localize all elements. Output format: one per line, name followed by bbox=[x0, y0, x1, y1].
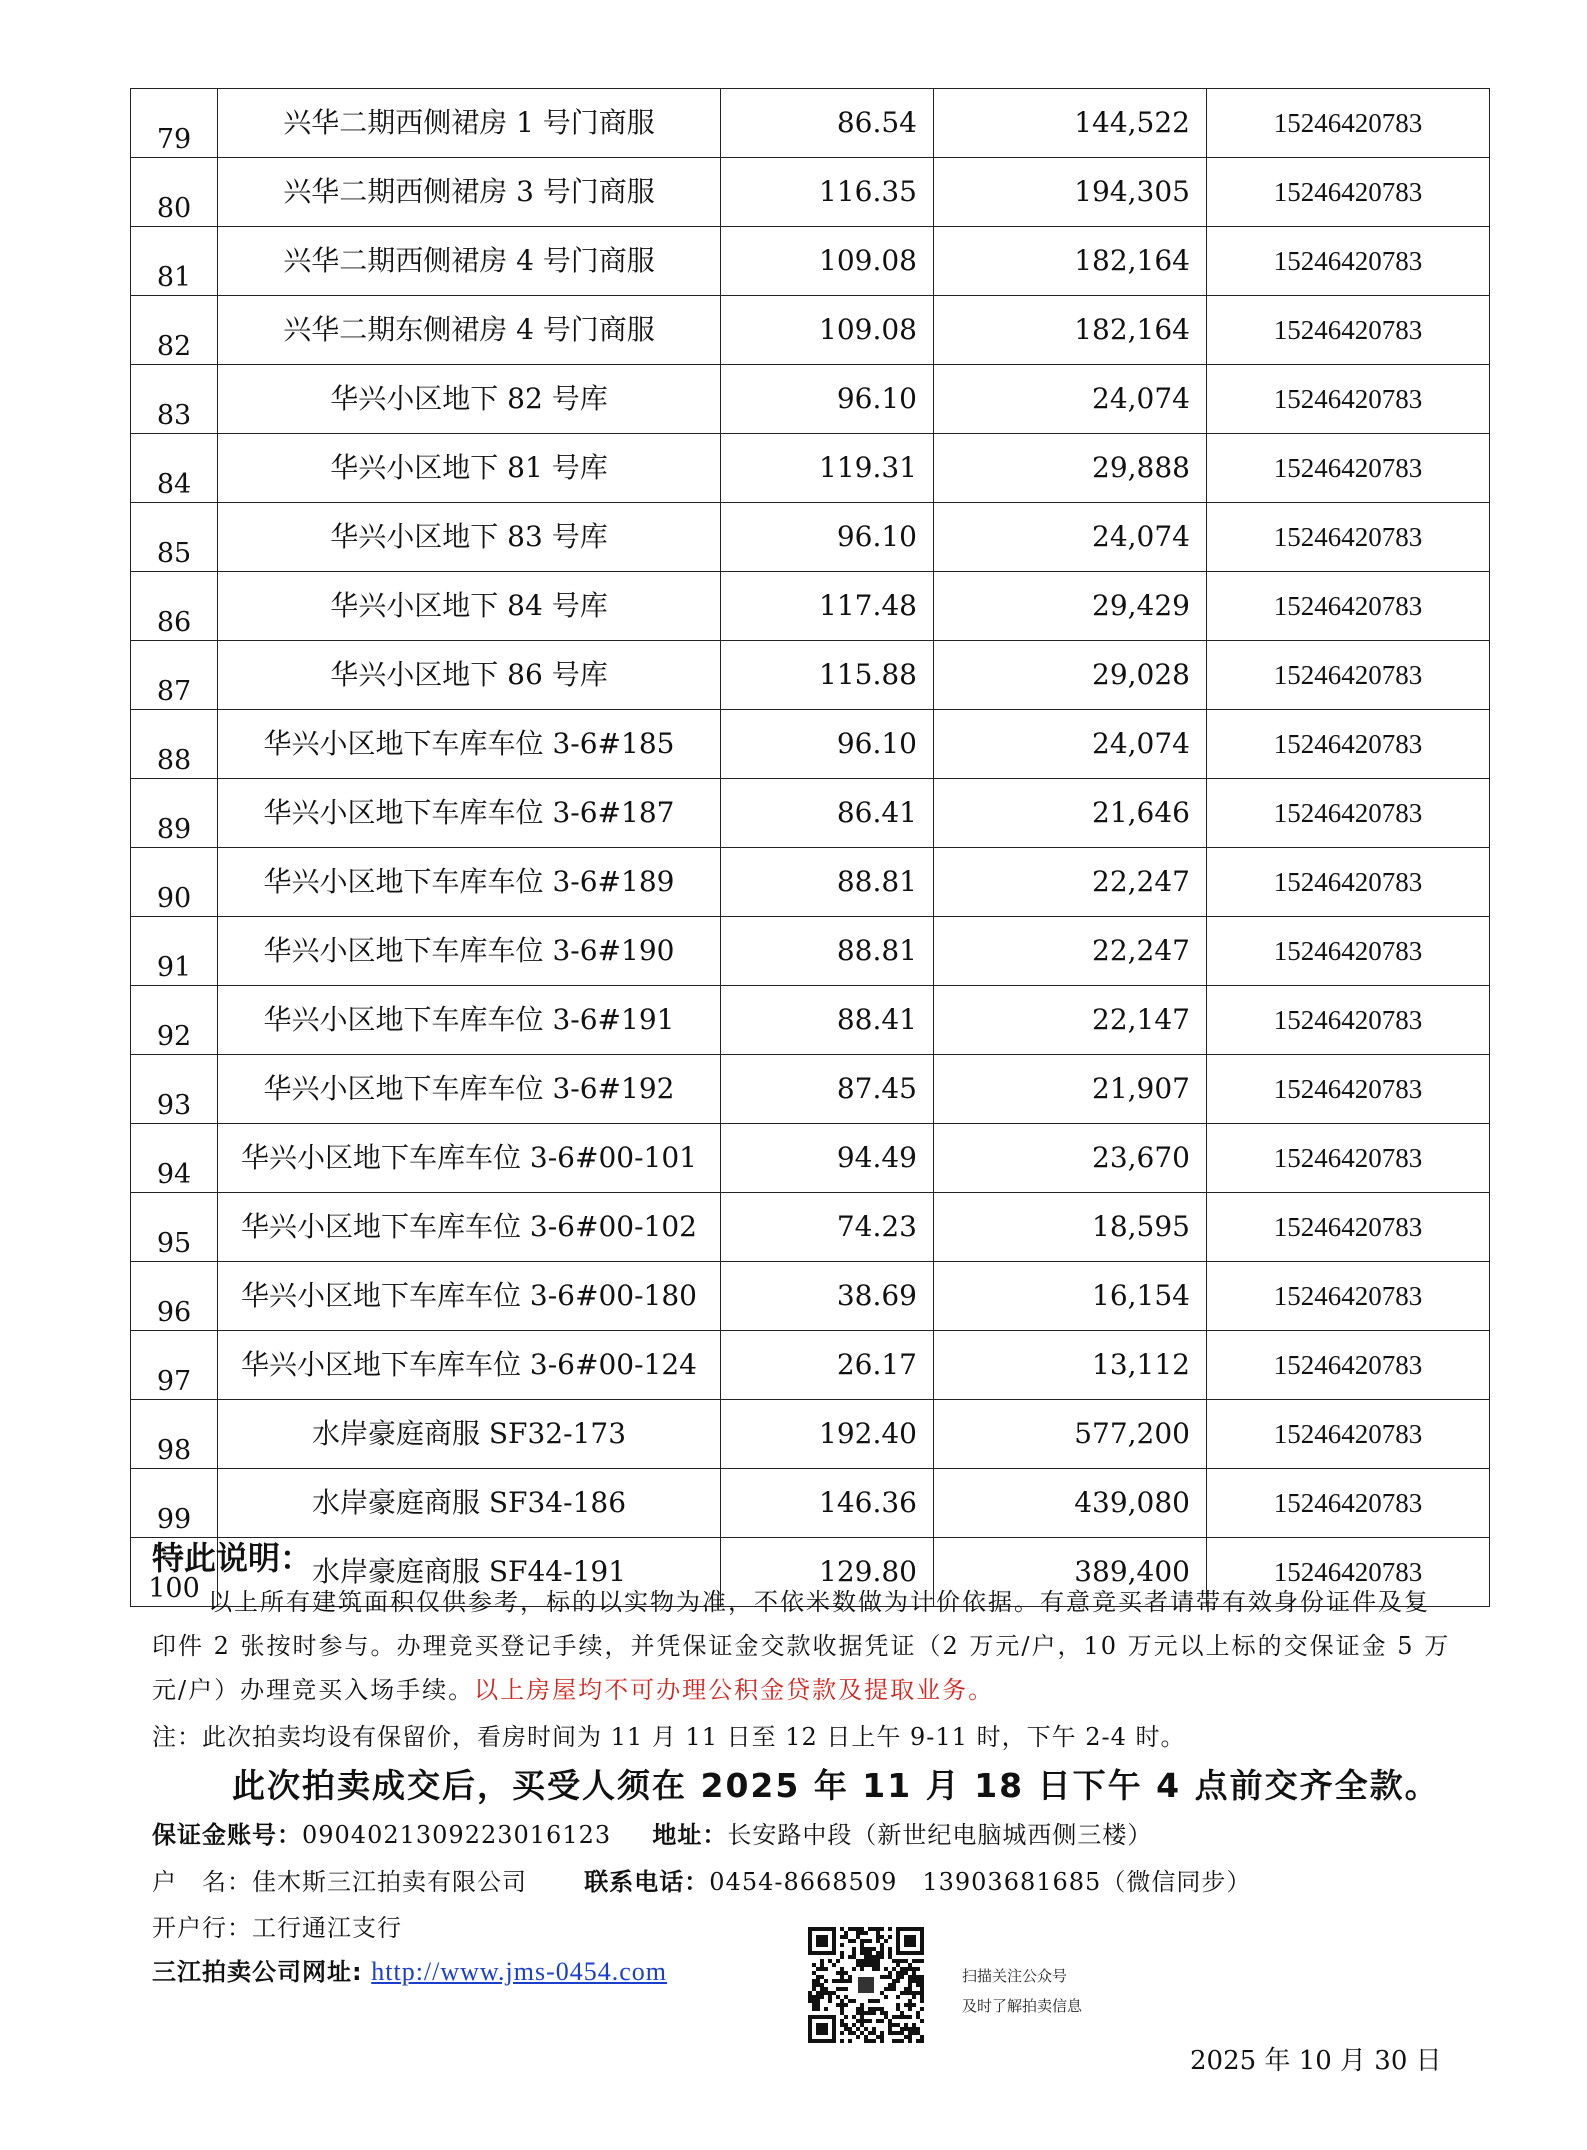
table-row bbox=[131, 296, 1490, 365]
item-name: 兴华二期西侧裙房 3 号门商服 bbox=[218, 158, 721, 227]
item-price: 18,595 bbox=[934, 1193, 1207, 1262]
address-label: 地址： bbox=[652, 1821, 728, 1849]
item-price: 194,305 bbox=[934, 158, 1207, 227]
row-number: 91 bbox=[131, 917, 218, 986]
account-number: 0904021309223016123 bbox=[302, 1821, 612, 1849]
contact-phone: 15246420783 bbox=[1207, 917, 1490, 986]
row-number: 90 bbox=[131, 848, 218, 917]
qr-caption-1: 扫描关注公众号 bbox=[962, 1967, 1068, 1985]
item-area: 116.35 bbox=[721, 158, 934, 227]
contact-phone: 15246420783 bbox=[1207, 503, 1490, 572]
item-area: 96.10 bbox=[721, 365, 934, 434]
row-number: 88 bbox=[131, 710, 218, 779]
item-name: 华兴小区地下车库车位 3-6#00-180 bbox=[218, 1262, 721, 1331]
item-area: 86.41 bbox=[721, 779, 934, 848]
item-area: 109.08 bbox=[721, 227, 934, 296]
table-row bbox=[131, 779, 1490, 848]
table-row bbox=[131, 1400, 1490, 1469]
row-number: 82 bbox=[131, 296, 218, 365]
item-price: 22,147 bbox=[934, 986, 1207, 1055]
table-row bbox=[131, 986, 1490, 1055]
item-name: 华兴小区地下车库车位 3-6#192 bbox=[218, 1055, 721, 1124]
item-area: 87.45 bbox=[721, 1055, 934, 1124]
account-label: 保证金账号： bbox=[152, 1821, 302, 1849]
item-name: 华兴小区地下车库车位 3-6#190 bbox=[218, 917, 721, 986]
item-name: 华兴小区地下车库车位 3-6#00-124 bbox=[218, 1331, 721, 1400]
contact-phone: 15246420783 bbox=[1207, 848, 1490, 917]
contact-phone: 15246420783 bbox=[1207, 227, 1490, 296]
item-price: 23,670 bbox=[934, 1124, 1207, 1193]
item-name: 华兴小区地下车库车位 3-6#185 bbox=[218, 710, 721, 779]
item-price: 21,907 bbox=[934, 1055, 1207, 1124]
contact-phone: 15246420783 bbox=[1207, 1400, 1490, 1469]
row-number: 95 bbox=[131, 1193, 218, 1262]
viewing-time-note: 注：此次拍卖均设有保留价，看房时间为 11 月 11 日至 12 日上午 9-11 时，下午 2-4 时。 bbox=[152, 1723, 1186, 1751]
item-name: 兴华二期西侧裙房 4 号门商服 bbox=[218, 227, 721, 296]
table-row bbox=[131, 227, 1490, 296]
row-number: 81 bbox=[131, 227, 218, 296]
contact-phone: 15246420783 bbox=[1207, 296, 1490, 365]
website-line bbox=[152, 1952, 667, 1987]
item-price: 22,247 bbox=[934, 848, 1207, 917]
item-name: 水岸豪庭商服 SF44-191 bbox=[218, 1538, 721, 1607]
item-name: 兴华二期东侧裙房 4 号门商服 bbox=[218, 296, 721, 365]
contact-phone: 15246420783 bbox=[1207, 1262, 1490, 1331]
contact-phone: 15246420783 bbox=[1207, 1193, 1490, 1262]
row-number: 98 bbox=[131, 1400, 218, 1469]
item-price: 22,247 bbox=[934, 917, 1207, 986]
account-line bbox=[152, 1815, 1152, 1850]
row-number: 96 bbox=[131, 1262, 218, 1331]
item-area: 88.81 bbox=[721, 917, 934, 986]
phone-value: 0454-8668509 13903681685（微信同步） bbox=[709, 1868, 1252, 1896]
table-row bbox=[131, 434, 1490, 503]
table-row bbox=[131, 365, 1490, 434]
notes-paragraph bbox=[152, 1580, 1452, 1712]
notes-title: 特此说明： bbox=[152, 1539, 313, 1577]
table-row bbox=[131, 917, 1490, 986]
row-number: 79 bbox=[131, 89, 218, 158]
row-number: 89 bbox=[131, 779, 218, 848]
contact-phone: 15246420783 bbox=[1207, 779, 1490, 848]
table-row bbox=[131, 1262, 1490, 1331]
item-name: 华兴小区地下 83 号库 bbox=[218, 503, 721, 572]
item-area: 115.88 bbox=[721, 641, 934, 710]
contact-phone: 15246420783 bbox=[1207, 158, 1490, 227]
auction-items-table bbox=[130, 88, 1490, 1607]
item-name: 华兴小区地下 84 号库 bbox=[218, 572, 721, 641]
row-number: 92 bbox=[131, 986, 218, 1055]
table-row bbox=[131, 848, 1490, 917]
website-label: 三江拍卖公司网址: bbox=[152, 1958, 363, 1986]
item-name: 华兴小区地下车库车位 3-6#00-102 bbox=[218, 1193, 721, 1262]
table-row bbox=[131, 503, 1490, 572]
table-row bbox=[131, 1124, 1490, 1193]
item-price: 439,080 bbox=[934, 1469, 1207, 1538]
row-number: 100 bbox=[131, 1538, 218, 1607]
item-area: 119.31 bbox=[721, 434, 934, 503]
item-area: 96.10 bbox=[721, 503, 934, 572]
item-name: 水岸豪庭商服 SF34-186 bbox=[218, 1469, 721, 1538]
row-number: 83 bbox=[131, 365, 218, 434]
contact-phone: 15246420783 bbox=[1207, 710, 1490, 779]
item-price: 16,154 bbox=[934, 1262, 1207, 1331]
item-area: 38.69 bbox=[721, 1262, 934, 1331]
item-name: 华兴小区地下车库车位 3-6#189 bbox=[218, 848, 721, 917]
bank-label: 开户行： bbox=[152, 1914, 252, 1942]
contact-phone: 15246420783 bbox=[1207, 641, 1490, 710]
item-price: 182,164 bbox=[934, 227, 1207, 296]
row-number: 86 bbox=[131, 572, 218, 641]
bank-value: 工行通江支行 bbox=[252, 1914, 402, 1942]
contact-phone: 15246420783 bbox=[1207, 1538, 1490, 1607]
holder-line bbox=[152, 1862, 1251, 1897]
contact-phone: 15246420783 bbox=[1207, 986, 1490, 1055]
item-price: 24,074 bbox=[934, 503, 1207, 572]
item-area: 109.08 bbox=[721, 296, 934, 365]
row-number: 87 bbox=[131, 641, 218, 710]
item-price: 389,400 bbox=[934, 1538, 1207, 1607]
row-number: 94 bbox=[131, 1124, 218, 1193]
row-number: 85 bbox=[131, 503, 218, 572]
item-price: 144,522 bbox=[934, 89, 1207, 158]
row-number: 99 bbox=[131, 1469, 218, 1538]
document-date: 2025 年 10 月 30 日 bbox=[1190, 2046, 1442, 2076]
table-row bbox=[131, 641, 1490, 710]
item-name: 华兴小区地下车库车位 3-6#191 bbox=[218, 986, 721, 1055]
notes-main-text: 以上所有建筑面积仅供参考，标的以实物为准，不依米数做为计价依据。有意竞买者请带有效身份证件及复印件 2 张按时参与。办理竞买登记手续，并凭保证金交款收据凭证（2 万元/户，10 万元以上标的交保证金 5 万元/户）办理竞买入场手续。 bbox=[152, 1588, 1451, 1704]
item-name: 华兴小区地下 82 号库 bbox=[218, 365, 721, 434]
table-row bbox=[131, 89, 1490, 158]
item-area: 96.10 bbox=[721, 710, 934, 779]
contact-phone: 15246420783 bbox=[1207, 572, 1490, 641]
contact-phone: 15246420783 bbox=[1207, 1469, 1490, 1538]
item-price: 29,429 bbox=[934, 572, 1207, 641]
qr-code-icon bbox=[808, 1927, 924, 2043]
contact-phone: 15246420783 bbox=[1207, 365, 1490, 434]
qr-caption-2: 及时了解拍卖信息 bbox=[962, 1997, 1083, 2015]
contact-phone: 15246420783 bbox=[1207, 434, 1490, 503]
item-price: 24,074 bbox=[934, 365, 1207, 434]
address-value: 长安路中段（新世纪电脑城西侧三楼） bbox=[727, 1821, 1153, 1849]
item-name: 华兴小区地下 81 号库 bbox=[218, 434, 721, 503]
item-area: 192.40 bbox=[721, 1400, 934, 1469]
notes-warning-text: 以上房屋均不可办理公积金贷款及提取业务。 bbox=[474, 1676, 995, 1704]
item-name: 水岸豪庭商服 SF32-173 bbox=[218, 1400, 721, 1469]
holder-label: 户 名： bbox=[152, 1868, 252, 1896]
item-area: 26.17 bbox=[721, 1331, 934, 1400]
item-price: 13,112 bbox=[934, 1331, 1207, 1400]
item-area: 146.36 bbox=[721, 1469, 934, 1538]
item-price: 577,200 bbox=[934, 1400, 1207, 1469]
phone-label: 联系电话： bbox=[584, 1868, 710, 1896]
item-name: 华兴小区地下 86 号库 bbox=[218, 641, 721, 710]
item-area: 117.48 bbox=[721, 572, 934, 641]
contact-phone: 15246420783 bbox=[1207, 89, 1490, 158]
item-area: 129.80 bbox=[721, 1538, 934, 1607]
item-price: 24,074 bbox=[934, 710, 1207, 779]
item-price: 29,888 bbox=[934, 434, 1207, 503]
table-row bbox=[131, 710, 1490, 779]
table-row bbox=[131, 1055, 1490, 1124]
item-name: 华兴小区地下车库车位 3-6#00-101 bbox=[218, 1124, 721, 1193]
item-area: 88.81 bbox=[721, 848, 934, 917]
item-name: 兴华二期西侧裙房 1 号门商服 bbox=[218, 89, 721, 158]
row-number: 84 bbox=[131, 434, 218, 503]
item-name: 华兴小区地下车库车位 3-6#187 bbox=[218, 779, 721, 848]
holder-value: 佳木斯三江拍卖有限公司 bbox=[252, 1868, 527, 1896]
table-row bbox=[131, 572, 1490, 641]
table-row bbox=[131, 1331, 1490, 1400]
payment-deadline: 此次拍卖成交后，买受人须在 2025 年 11 月 18 日下午 4 点前交齐全款。 bbox=[232, 1766, 1440, 1805]
contact-phone: 15246420783 bbox=[1207, 1055, 1490, 1124]
table-row bbox=[131, 1469, 1490, 1538]
bank-line bbox=[152, 1908, 402, 1943]
row-number: 93 bbox=[131, 1055, 218, 1124]
item-price: 29,028 bbox=[934, 641, 1207, 710]
item-area: 88.41 bbox=[721, 986, 934, 1055]
item-area: 74.23 bbox=[721, 1193, 934, 1262]
item-area: 94.49 bbox=[721, 1124, 934, 1193]
row-number: 97 bbox=[131, 1331, 218, 1400]
item-area: 86.54 bbox=[721, 89, 934, 158]
contact-phone: 15246420783 bbox=[1207, 1331, 1490, 1400]
row-number: 80 bbox=[131, 158, 218, 227]
table-row bbox=[131, 158, 1490, 227]
item-price: 21,646 bbox=[934, 779, 1207, 848]
table-body bbox=[131, 89, 1490, 1607]
table-row bbox=[131, 1193, 1490, 1262]
item-price: 182,164 bbox=[934, 296, 1207, 365]
website-link[interactable]: http://www.jms-0454.com bbox=[371, 1957, 667, 1986]
contact-phone: 15246420783 bbox=[1207, 1124, 1490, 1193]
